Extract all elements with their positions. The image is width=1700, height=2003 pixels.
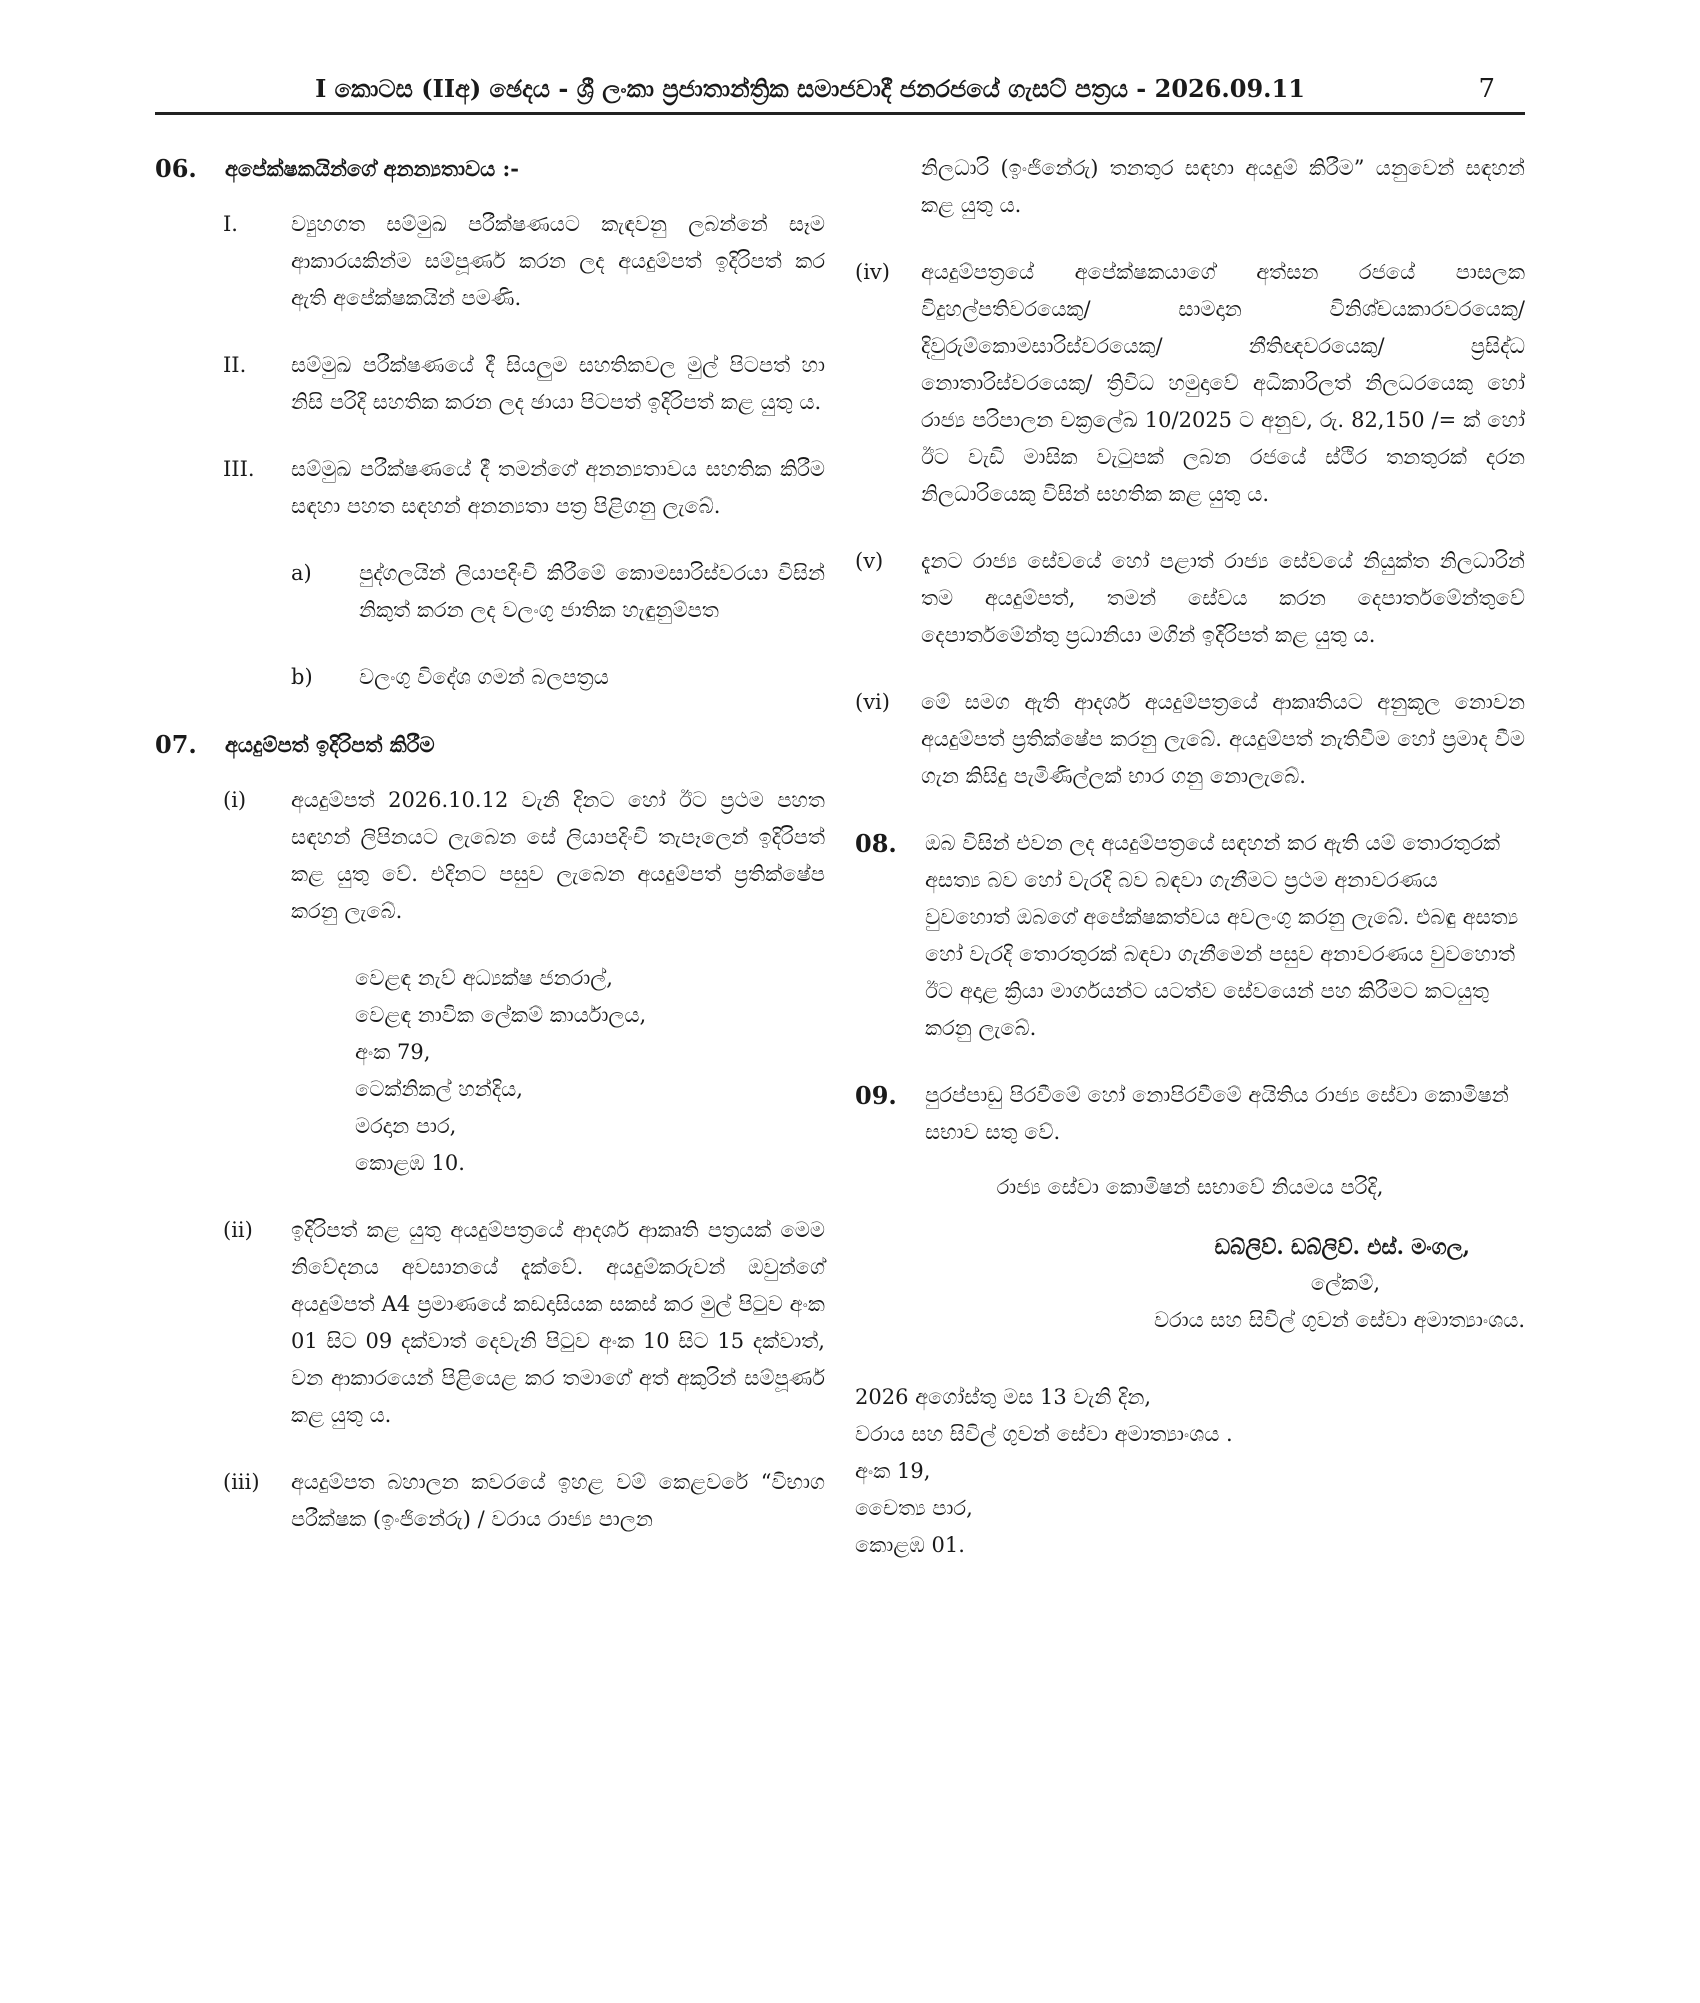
sub-item-number: a) bbox=[291, 561, 312, 585]
list-item bbox=[855, 684, 1525, 795]
page-number: 7 bbox=[1478, 74, 1495, 104]
section-09 bbox=[855, 1077, 1525, 1151]
item-continuation: නිලධාරි (ඉංජිනේරු) තනතුර සඳහා අයදුම් කිරීම” යනුවෙන් සඳහන් කළ යුතු ය. bbox=[921, 156, 1525, 217]
list-item bbox=[223, 347, 825, 421]
list-item bbox=[223, 1212, 825, 1434]
left-column bbox=[155, 150, 825, 1568]
item-text: මේ සමග ඇති ආදර්ශ අයදුම්පත්‍රයේ ආකෘතියට අනුකූල නොවන අයදුම්පත් ප්‍රතික්ෂේප කරනු ලැබේ. අයදුම්පත් නැතිවීම හෝ ප්‍රමාද වීම ගැන කිසිදු පැමිණිල්ලක් භාර ගනු නොලැබේ. bbox=[921, 690, 1525, 788]
section-07 bbox=[155, 726, 825, 764]
signature-block bbox=[855, 1228, 1525, 1339]
footer-line: 2026 අගෝස්තු මස 13 වැනි දින, bbox=[855, 1385, 1152, 1409]
section-08 bbox=[855, 825, 1525, 1047]
list-item bbox=[855, 254, 1525, 513]
section-title: අපේක්ෂකයින්ගේ අනන්‍යතාවය :- bbox=[225, 156, 519, 181]
item-number: II. bbox=[223, 353, 247, 377]
sub-item-text: වලංගු විදේශ ගමන් බලපත්‍රය bbox=[359, 665, 609, 689]
signatory-ministry: වරාය සහ සිවිල් ගුවන් සේවා අමාත්‍යාංශය. bbox=[1153, 1308, 1525, 1332]
section-number: 08. bbox=[855, 829, 897, 858]
header-rule bbox=[155, 112, 1525, 115]
item-text: ඉදිරිපත් කළ යුතු අයදුම්පත්‍රයේ ආදර්ශ ආකෘති පත්‍රයක් මෙම නිවේදනය අවසානයේ දැක්වේ. අයදුම්කරුවන් ඔවුන්ගේ අයදුම්පත් A4 ප්‍රමාණයේ කඩදාසියක සකස් කර මුල් පිටුව අංක 01 සිට 09 දක්වාත් දෙවැනි පිටුව අංක 10 සිට 15 දක්වාත්, වන ආකාරයෙන් පිළියෙළ කර තමාගේ අත් අකුරින් සම්පූර්ණ කළ යුතු ය. bbox=[291, 1218, 825, 1427]
gazette-header-title: I කොටස (IIඅ) ඡෙදය - ශ්‍රී ලංකා ප්‍රජාතාන්ත්‍රික සමාජවාදී ජනරජයේ ගැසට් පත්‍රය - 2026.09.11 bbox=[315, 74, 1305, 103]
item-text: අයදුම්පත්‍රයේ අපේක්ෂකයාගේ අත්සන රජයේ පාසලක විදුහල්පතිවරයෙකු/ සාමදාන විනිශ්චයකාරවරයෙකු/දිවුරුම්කොමසාරිස්වරයෙකු/ නීතිඥවරයෙකු/ ප්‍රසිද්ධ නොතාරිස්වරයෙකු/ ත්‍රිවිධ හමුදාවේ අධිකාරිලත් නිලධරයෙකු හෝ රාජ්‍ය පරිපාලන චක්‍රලේඛ 10/2025 ට අනුව, රු. 82,150 /= ක් හෝ ඊට වැඩි මාසික වැටුපක් ලබන රජයේ ස්ථිර තනතුරක් දරන නිලධාරියෙකු විසින් සහතික කළ යුතු ය. bbox=[921, 260, 1525, 506]
page-header bbox=[155, 70, 1525, 114]
item-number: (vi) bbox=[855, 690, 890, 714]
item-number: (ii) bbox=[223, 1218, 253, 1242]
section-text: ඔබ විසින් එවන ලද අයදුම්පත්‍රයේ සඳහන් කර ඇති යම් තොරතුරක් අසත්‍ය බව හෝ වැරදි බව බඳවා ගැනීමට ප්‍රථම අනාවරණය වුවහොත් ඔබගේ අපේක්ෂකත්වය අවලංගු කරනු ලැබේ. එබඳු අසත්‍ය හෝ වැරදි තොරතුරක් බඳවා ගැනීමෙන් පසුව අනාවරණය වුවහොත් ඊට අදාළ ක්‍රියා මාර්ගයන්ට යටත්ව සේවයෙන් පහ කිරීමට කටයුතු කරනු ලැබේ. bbox=[925, 831, 1519, 1040]
footer-line: චෛත්‍ය පාර, bbox=[855, 1496, 973, 1520]
item-text: ව්‍යුහගත සම්මුඛ පරීක්ෂණයට කැඳවනු ලබන්නේ සෑම ආකාරයකින්ම සම්පූර්ණ කරන ලද අයදුම්පත් ඉදිරිපත් කර ඇති අපේක්ෂකයින් පමණි. bbox=[291, 212, 825, 310]
footer-line: වරාය සහ සිවිල් ගුවන් සේවා අමාත්‍යාංශය . bbox=[855, 1422, 1233, 1446]
item-text: අයදුම්පත් 2026.10.12 වැනි දිනට හෝ ඊට ප්‍රථම පහත සඳහන් ලිපිනයට ලැබෙන සේ ලියාපදිංචි තැපෑලෙන් ඉදිරිපත් කළ යුතු වේ. එදිනට පසුව ලැබෙන අයදුම්පත් ප්‍රතික්ෂේප කරනු ලැබේ. bbox=[291, 788, 825, 923]
item-number: (iii) bbox=[223, 1470, 260, 1494]
item-number: (v) bbox=[855, 549, 884, 573]
list-item bbox=[855, 543, 1525, 654]
section-number: 06. bbox=[155, 154, 197, 183]
section-text: පුරප්පාඩු පිරවීමේ හෝ නොපිරවීමේ අයිතිය රාජ්‍ය සේවා කොමිෂන් සභාව සතු වේ. bbox=[925, 1083, 1509, 1144]
sub-item-number: b) bbox=[291, 665, 313, 689]
item-number: III. bbox=[223, 457, 255, 481]
item-number: (iv) bbox=[855, 260, 890, 284]
item-text: සම්මුඛ පරීක්ෂණයේ දී සියලුම සහතිකවල මුල් පිටපත් හා නිසි පරිදි සහතික කරන ලද ඡායා පිටපත් ඉදිරිපත් කළ යුතු ය. bbox=[291, 353, 825, 414]
address-line: ටෙක්නිකල් හන්දිය, bbox=[355, 1077, 523, 1101]
footer-line: අංක 19, bbox=[855, 1459, 931, 1483]
list-item bbox=[223, 1464, 825, 1538]
signature-intro: රාජ්‍ය සේවා කොමිෂන් සභාවේ නියමය පරිදි, bbox=[996, 1175, 1384, 1199]
address-line: වෙළඳ නාවික ලේකම් කාර්යාලය, bbox=[355, 1003, 647, 1027]
address-line: අංක 79, bbox=[355, 1040, 431, 1064]
item-text: අයදුම්පත බහාලන කවරයේ ඉහළ වම් කෙළවරේ “විභාග පරීක්ෂක (ඉංජිනේරු) / වරාය රාජ්‍ය පාලන bbox=[291, 1470, 825, 1531]
list-item bbox=[223, 451, 825, 525]
section-number: 09. bbox=[855, 1081, 897, 1110]
section-title: අයදුම්පත් ඉදිරිපත් කිරීම bbox=[225, 732, 435, 757]
address-line: මරදාන පාර, bbox=[355, 1114, 457, 1138]
address-block bbox=[355, 960, 825, 1182]
signatory-title: ලේකම්, bbox=[1310, 1271, 1380, 1295]
item-number: I. bbox=[223, 212, 238, 236]
item-text: දැනට රාජ්‍ය සේවයේ හෝ පළාත් රාජ්‍ය සේවයේ නියුක්ත නිලධාරින් තම අයදුම්පත්, තමන් සේවය කරන දෙපාර්තමේන්තුවේ දෙපාර්තමේන්තු ප්‍රධානියා මගින් ඉදිරිපත් කළ යුතු ය. bbox=[921, 549, 1525, 647]
sub-item bbox=[291, 659, 825, 696]
item-number: (i) bbox=[223, 788, 247, 812]
sub-item-text: පුද්ගලයින් ලියාපදිංචි කිරීමේ කොමසාරිස්වරයා විසින් නිකුත් කරන ලද වලංගු ජාතික හැඳුනුම්පත bbox=[359, 561, 825, 622]
item-text: සම්මුඛ පරීක්ෂණයේ දී තමන්ගේ අනන්‍යතාවය සහතික කිරීම සඳහා පහත සඳහන් අනන්‍යතා පත්‍ර පිළිගනු ලැබේ. bbox=[291, 457, 825, 518]
sub-item bbox=[291, 555, 825, 629]
section-number: 07. bbox=[155, 730, 197, 759]
address-line: වෙළඳ නැව් අධ්‍යක්ෂ ජනරාල්, bbox=[355, 966, 613, 990]
list-item bbox=[223, 782, 825, 930]
address-line: කොළඹ 10. bbox=[355, 1151, 465, 1175]
footer-address bbox=[855, 1379, 1525, 1564]
signatory-name: ඩබ්ලිව්. ඩබ්ලිව්. එස්. මංගල, bbox=[1214, 1234, 1470, 1259]
section-06 bbox=[155, 150, 825, 188]
right-column bbox=[855, 150, 1525, 1564]
footer-line: කොළඹ 01. bbox=[855, 1533, 965, 1557]
list-item bbox=[223, 206, 825, 317]
